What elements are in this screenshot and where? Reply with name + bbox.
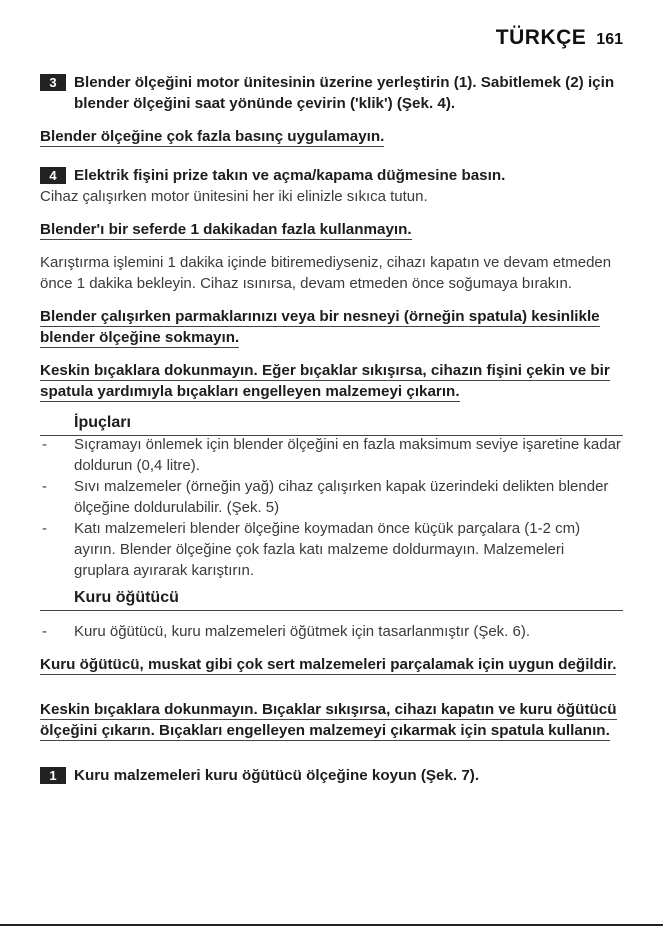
warning-blades [40,360,623,402]
step-number-badge: 4 [40,167,66,184]
list-item: - Katı malzemeleri blender ölçeğine koymadan önce küçük parçalara (1-2 cm) ayırın. Blender ölçeğine çok fazla katı malzeme doldurmayın. Malzemeleri gruplara ayırarak karıştırın. [40,518,623,581]
list-item: - Kuru öğütücü, kuru malzemeleri öğütmek için tasarlanmıştır (Şek. 6). [40,621,623,642]
step-1 [40,765,623,786]
tips-list [40,434,623,581]
page-number: 161 [596,31,623,48]
step-1-text: Kuru malzemeleri kuru öğütücü ölçeğine koyun (Şek. 7). [74,767,480,784]
warning-duration-text: Blender'ı bir seferde 1 dakikadan fazla kullanmayın. [40,221,412,238]
step-3-text: Blender ölçeğini motor ünitesinin üzerine yerleştirin (1). Sabitlemek (2) için blender ölçeğini saat yönünde çevirin ('klik') (Şek. 4). [74,74,615,112]
warning-duration [40,219,623,240]
warning-pressure-text: Blender ölçeğine çok fazla basınç uygulamayın. [40,128,385,145]
warning-grinder-blades-text: Keskin bıçaklara dokunmayın. Bıçaklar sıkışırsa, cihazı kapatın ve kuru öğütücü ölçeğini çıkarın. Bıçakları engelleyen malzemeyi çıkarmak için spatula kullanın. [40,701,617,739]
language-label: TÜRKÇE [495,26,587,49]
page-header [496,26,623,50]
paragraph-cooling: Karıştırma işlemini 1 dakika içinde bitiremediyseniz, cihazı kapatın ve devam etmeden önce 1 dakika bekleyin. Cihaz ısınırsa, devam etmeden önce soğumaya bırakın. [40,254,612,292]
step-4-text: Elektrik fişini prize takın ve açma/kapama düğmesine basın. [74,167,506,184]
warning-pressure [40,126,623,147]
warning-hard-ingredients [40,654,623,675]
step-3 [40,72,623,114]
step-4 [40,165,623,186]
grinder-list [40,621,623,642]
step-number-badge: 3 [40,74,66,91]
warning-grinder-blades [40,699,623,741]
list-item: - Sıçramayı önlemek için blender ölçeğini en fazla maksimum seviye işaretine kadar doldurun (0,4 litre). [40,434,623,476]
warning-hard-ingredients-text: Kuru öğütücü, muskat gibi çok sert malzemeleri parçalamak için uygun değildir. [40,656,617,673]
warning-fingers [40,306,623,348]
page-content [40,72,623,786]
list-item: - Sıvı malzemeler (örneğin yağ) cihaz çalışırken kapak üzerindeki delikten blender ölçeğine doldurulabilir. (Şek. 5) [40,476,623,518]
warning-fingers-text: Blender çalışırken parmaklarınızı veya bir nesneyi (örneğin spatula) kesinlikle blender ölçeğine sokmayın. [40,308,600,346]
footer-rule [0,924,663,926]
warning-blades-text: Keskin bıçaklara dokunmayın. Eğer bıçaklar sıkışırsa, cihazın fişini çekin ve bir spatula yardımıyla bıçakları engelleyen malzemeyi çıkarın. [40,362,610,400]
step-4-subtext: Cihaz çalışırken motor ünitesini her iki elinizle sıkıca tutun. [40,188,428,205]
grinder-heading: Kuru öğütücü [40,589,623,607]
step-number-badge: 1 [40,767,66,784]
tips-heading: İpuçları [40,414,623,432]
